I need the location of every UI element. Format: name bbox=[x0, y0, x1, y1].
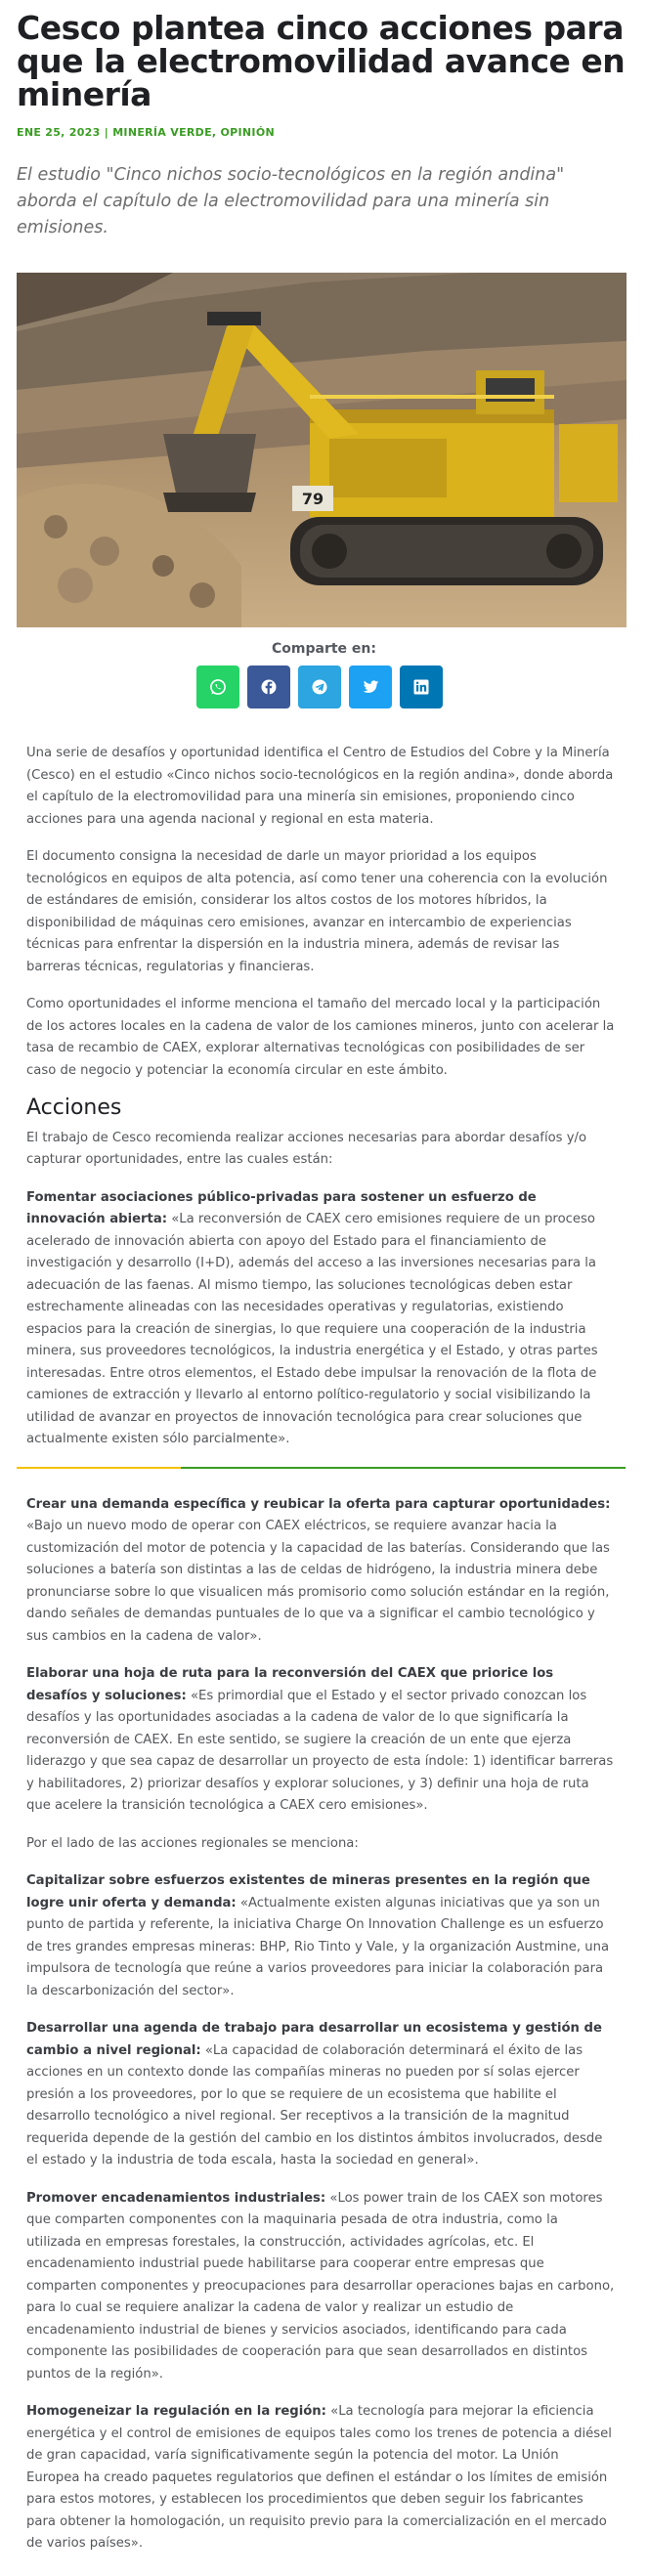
action-text: «La reconversión de CAEX cero emisiones requiere de un proceso acelerado de innovación abierta con apoyo del Estado para el financiamiento de investigación y desarrollo (I+D), además del acceso a las inversiones necesarias para la adecuación de las faenas. Al mismo tiempo, las soluciones tecnológicas deben estar estrechamente alineadas con las necesidades operativas y regulatorias, existiendo espacios para la creación de sinergias, lo que requiere una cooperación de la industria minera, sus proveedores tecnológicos, la industria energética y el Estado, y otras partes interesadas. Entre otros elementos, el Estado debe impulsar la renovación de la flota de camiones de extracción y llevarlo al entorno político-regulatorio y social visibilizando la utilidad de avanzar en proyectos de innovación tecnológica para crear soluciones que actualmente existen sólo parcialmente». bbox=[26, 1212, 598, 1446]
share-whatsapp-button[interactable] bbox=[196, 665, 239, 708]
mining-excavator-photo bbox=[17, 273, 626, 627]
action-title: Crear una demanda específica y reubicar la oferta para capturar oportunidades: bbox=[26, 1496, 611, 1512]
action-text: «Bajo un nuevo modo de operar con CAEX eléctricos, se requiere avanzar hacia la customización del motor de potencia y la capacidad de las baterías. Considerando que las soluciones a batería son distintas a las de celdas de hidrógeno, la industria minera debe pronunciarse sobre lo que visualicen más promisorio como solución estándar en la región, dando señales de demandas puntuales de lo que va a significar el cambio tecnológico y sus cambios en la cadena de valor». bbox=[26, 1519, 610, 1644]
action-item-4 bbox=[26, 1870, 616, 2002]
share-facebook-button[interactable] bbox=[247, 665, 290, 708]
twitter-icon bbox=[361, 677, 380, 697]
action-item-2 bbox=[26, 1494, 616, 1649]
action-title: Homogeneizar la regulación en la región: bbox=[26, 2404, 326, 2419]
action-title: Desarrollar una agenda de trabajo para desarrollar un ecosistema y gestión de cambio a nivel regional: bbox=[26, 2021, 602, 2058]
share-twitter-button[interactable] bbox=[349, 665, 392, 708]
share-telegram-button[interactable] bbox=[298, 665, 341, 708]
article-title: Cesco plantea cinco acciones para que la electromovilidad avance en minería bbox=[17, 9, 626, 113]
article-subtitle: El estudio "Cinco nichos socio-tecnológicos en la región andina" aborda el capítulo de la electromovilidad para una minería sin emisiones. bbox=[17, 165, 565, 237]
article-date: ENE 25, 2023 bbox=[17, 126, 101, 139]
hero-unit-number: 79 bbox=[301, 490, 324, 508]
action-text: «Actualmente existen algunas iniciativas que ya son un punto de partida y referente, la iniciativa Charge On Innovation Challenge es un esfuerzo de tres grandes empresas mineras: BHP, Rio Tinto y Vale, y la organización Austmine, una impulsora de tecnología que reúne a varios proveedores para iniciar la colaboración para la descarbonización del sector». bbox=[26, 1895, 610, 1998]
meta-separator: | bbox=[100, 126, 113, 139]
share-label: Comparte en: bbox=[272, 641, 376, 657]
paragraph-actions-intro: El trabajo de Cesco recomienda realizar acciones necesarias para abordar desafíos y/o capturar oportunidades, entre las cuales están: bbox=[26, 1130, 587, 1167]
action-title: Promover encadenamientos industriales: bbox=[26, 2190, 326, 2206]
category-link-mineria-verde[interactable]: MINERÍA VERDE bbox=[112, 126, 212, 139]
action-item-7 bbox=[26, 2401, 616, 2555]
paragraph-opportunities: Como oportunidades el informe menciona el tamaño del mercado local y la participación de los actores locales en la cadena de valor de los camiones mineros, junto con acelerar la tasa de recambio de CAEX, explorar alternativas tecnológicas con posibilidades de ser caso de negocio y potenciar la economía circular en este ámbito. bbox=[26, 997, 615, 1078]
linkedin-icon bbox=[411, 677, 431, 697]
action-item-1 bbox=[26, 1187, 616, 1451]
action-text: «Los power train de los CAEX son motores que comparten componentes con la maquinaria pesada de otra industria, como la utilizada en empresas forestales, la construcción, actividades agrícolas, etc. El encadenamiento industrial puede habilitarse para cooperar entre empresas que comparten componentes y preocupaciones para desarrollar operaciones bajas en carbono, para lo cual se requiere analizar la cadena de valor y realizar un estudio de encadenamiento industrial de bienes y servicios asociados, identificando para cada componente las posibilidades de cooperación para que sean desarrollados en distintos puntos de la región». bbox=[26, 2190, 615, 2382]
action-title: Fomentar asociaciones público-privadas para sostener un esfuerzo de innovación abierta: bbox=[26, 1189, 537, 1226]
facebook-icon bbox=[259, 677, 279, 697]
paragraph-regional-intro: Por el lado de las acciones regionales se menciona: bbox=[26, 1835, 359, 1851]
telegram-icon bbox=[310, 677, 329, 697]
article-meta bbox=[17, 126, 275, 139]
hero-image bbox=[17, 273, 626, 627]
paragraph-needs: El documento consigna la necesidad de darle un mayor prioridad a los equipos tecnológicos en equipos de alta potencia, así como tener una coherencia con la evolución de estándares de emisión, considerar los altos costos de los motores híbridos, la disponibilidad de máquinas cero emisiones, avanzar en intercambio de experiencias técnicas para enfrentar la dispersión en la industria minera, además de revisar las barreras técnicas, regulatorias y financieras. bbox=[26, 849, 608, 974]
action-text: «Es primordial que el Estado y el sector privado conozcan los desafíos y las oportunidades asociadas a la cadena de valor de lo que significaría la reconversión de CAEX. En este sentido, se sugiere la creación de un ente que ejerza liderazgo y que sea capaz de desarrollar un proyecto de esta índole: 1) identificar barreras y habilitadores, 2) priorizar desafíos y explorar soluciones, y 3) definir una hoja de ruta que acelere la transición tecnológica a CAEX cero emisiones». bbox=[26, 1688, 614, 1813]
action-title: Capitalizar sobre esfuerzos existentes de mineras presentes en la región que logre unir oferta y demanda: bbox=[26, 1873, 590, 1911]
action-title: Elaborar una hoja de ruta para la reconversión del CAEX que priorice los desafíos y soluciones: bbox=[26, 1666, 554, 1703]
section-divider bbox=[17, 1467, 626, 1469]
action-item-6 bbox=[26, 2188, 616, 2386]
paragraph-intro: Una serie de desafíos y oportunidad identifica el Centro de Estudios del Cobre y la Minería (Cesco) en el estudio «Cinco nichos socio-tecnológicos en la región andina», donde aborda el capítulo de la electromovilidad para una minería sin emisiones, proponiendo cinco acciones para una agenda nacional y regional en esta materia. bbox=[26, 746, 614, 827]
category-separator: , bbox=[211, 126, 221, 139]
whatsapp-icon bbox=[208, 677, 228, 697]
action-text: «La capacidad de colaboración determinará el éxito de las acciones en un contexto donde las compañías mineras no pueden por sí solas ejercer presión a los proveedores, por lo que se requiere de un ecosistema que habilite el desarrollo tecnológico a nivel regional. Ser receptivos a la transición de la magnitud requerida depende de la gestión del cambio en los distintos ámbitos involucrados, desde el estado y la industria de toda escala, hasta la sociedad en general». bbox=[26, 2042, 603, 2168]
article-body bbox=[26, 743, 616, 2571]
section-heading-acciones: Acciones bbox=[26, 1095, 122, 1120]
action-item-5 bbox=[26, 2018, 616, 2172]
category-link-opinion[interactable]: OPINIÓN bbox=[220, 126, 275, 139]
action-item-3 bbox=[26, 1663, 616, 1818]
action-text: «La tecnología para mejorar la eficiencia energética y el control de emisiones de equipos tales como los trenes de potencia a diésel de gran capacidad, varía significativamente según la potencia del motor. La Unión Europea ha creado paquetes regulatorios que definen el estándar o los límites de emisión para estos motores, y establecen los procedimientos que deben seguir los fabricantes para obtener la homologación, un requisito previo para la comercialización en el mercado de varios países». bbox=[26, 2404, 612, 2551]
share-linkedin-button[interactable] bbox=[400, 665, 443, 708]
share-buttons bbox=[196, 665, 443, 708]
